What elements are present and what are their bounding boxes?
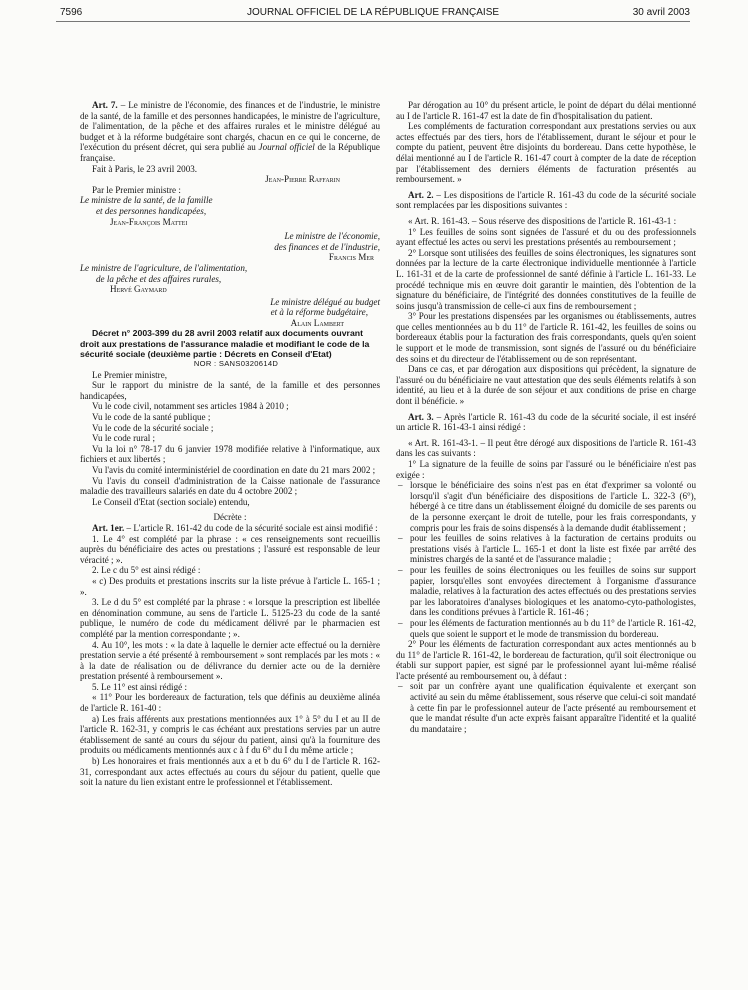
article-3 [396, 412, 696, 433]
para-vu-code-secu: Vu le code de la sécurité sociale ; [92, 422, 214, 433]
minister-budget-line2: et à la réforme budgétaire, [270, 307, 368, 318]
decrete-heading: Décrète : [213, 512, 247, 523]
list-item: – pour les éléments de facturation mentionnés au b du 11° de l'article R. 161-42, quels que soient le support et le mode de transmission du bordereau. [396, 618, 696, 639]
article-1-label: Art. 1er. [92, 522, 125, 533]
journal-officiel-ref: Journal officiel [258, 142, 315, 153]
article-3-text: – Après l'article R. 161-43 du code de la sécurité sociale, il est inséré un article R. 161-43-1 ainsi rédigé : [396, 411, 697, 433]
para-1-feuilles: 1° Les feuilles de soins sont signées de l'assuré et du ou des professionnels ayant effectué les actes ou servi les prestations présentés au remboursement ; [396, 226, 696, 248]
para-2: 2. Le c du 5° est ainsi rédigé : [92, 565, 201, 576]
article-2-label: Art. 2. [408, 189, 434, 200]
art-r161-43-1: « Art. R. 161-43-1. – Il peut être dérogé aux dispositions de l'article R. 161-43 dans les cas suivants : [396, 437, 696, 459]
minister-agriculture-line2: de la pêche et des affaires rurales, [96, 273, 222, 284]
list-item: – pour les feuilles de soins relatives à la facturation de certains produits ou prestations visés à l'article L. 165-1 et dont la liste est fixée par arrêté des ministres chargés de la santé et de l'assurance maladie ; [396, 533, 696, 565]
para-signature-non-exigee: 1° La signature de la feuille de soins par l'assuré ou le bénéficiaire n'est pas exigée : [396, 459, 696, 480]
issue-date: 30 avril 2003 [632, 7, 690, 18]
signature-sante: Jean-François Mattei [110, 216, 188, 227]
article-1-text: – L'article R. 161-42 du code de la sécurité sociale est ainsi modifié : [124, 522, 378, 533]
page-header [56, 7, 690, 22]
para-2-bordereau: 2° Pour les éléments de facturation correspondant aux actes mentionnés au b du 11° de l'article R. 161-42, le bordereau de facturation, qu'il soit électronique ou établi sur support papier, est signé par le professionnel ayant lui-même réalisé l'acte présenté au remboursement ou, à défaut : [396, 639, 696, 681]
para-b: b) Les honoraires et frais mentionnés aux a et b du 6° du I de l'article R. 162-31, correspondant aux actes effectués au cours du séjour du patient, quelle que soit la nature du lien existant entre le professionnel et l'établissement. [80, 756, 380, 788]
para-3: 3. Le d du 5° est complété par la phrase : « lorsque la prescription est libellée en dénomination commune, au sens de l'article L. 5125-23 du code de la santé publique, le numéro de code du médicament délivré par le pharmacien est complété par la mention correspondante ; ». [80, 597, 380, 639]
list-item: – lorsque le bénéficiaire des soins n'est pas en état d'exprimer sa volonté ou lorsqu'il s'agit d'un bénéficiaire des dispositions de l'article L. 322-3 (6°), hébergé à ce titre dans un établissement éloigné du domicile de ses parents ou de la personne exerçant le droit de tutelle, pour les frais correspondants, y compris pour les frais de soins dispensés à la demande dudit établissement ; [396, 480, 696, 533]
para-vu-code-rural: Vu le code rural ; [92, 433, 156, 444]
right-column [396, 100, 696, 734]
para-conseil-etat: Le Conseil d'Etat (section sociale) entendu, [92, 496, 250, 507]
para-1: 1. Le 4° est complété par la phrase : « ces renseignements sont recueillis auprès du bénéficiaire des actes ou prestations ; l'assuré est responsable de leur véracité ; ». [80, 533, 380, 565]
list-item: – soit par un confrère ayant une qualification équivalente et exerçant son activité au sein du même établissement, sous réserve que celui-ci soit mandaté à cette fin par le professionnel auteur de l'acte présenté au remboursement et que le mandat résulte d'un acte exprès faisant apparaître l'identité et la qualité du mandataire ; [396, 681, 696, 734]
para-dans-ce-cas: Dans ce cas, et par dérogation aux dispositions qui précèdent, la signature de l'assuré ou du bénéficiaire ne vaut attestation que des seuls éléments relatifs à son identité, au lieu et à la durée de son séjour et aux conditions de prise en charge dont il bénéficie. » [396, 364, 696, 407]
para-11: « 11° Pour les bordereaux de facturation, tels que définis au deuxième alinéa de l'article R. 161-40 : [80, 692, 380, 714]
para-derogation: Par dérogation au 10° du présent article, le point de départ du délai mentionné au I de l'article R. 161-47 est la date de fin d'hospitalisation du patient. [396, 100, 696, 121]
para-vu-loi: Vu la loi n° 78-17 du 6 janvier 1978 modifiée relative à l'informatique, aux fichiers et aux libertés ; [80, 443, 380, 465]
para-vu-avis-caisse: Vu l'avis du conseil d'administration de la Caisse nationale de l'assurance maladie des travailleurs salariés en date du 4 octobre 2002 ; [80, 475, 380, 497]
list-item: – pour les feuilles de soins électroniques ou les feuilles de soins sur support papier, lorsqu'elles sont envoyées directement à l'organisme d'assurance maladie, relatives à la facturation des actes effectués ou des prestations servies par les laboratoires d'analyses biologiques et les anatomo-cyto-pathologistes, dans les conditions prévues à l'article R. 161-46 ; [396, 565, 696, 618]
journal-title: JOURNAL OFFICIEL DE LA RÉPUBLIQUE FRANÇAISE [246, 7, 500, 18]
exemption-list [396, 480, 696, 639]
minister-sante-line2: et des personnes handicapées, [96, 205, 207, 216]
article-1 [80, 523, 380, 534]
para-vu-avis-comite: Vu l'avis du comité interministériel de coordination en date du 21 mars 2002 ; [92, 465, 376, 476]
page-number: 7596 [60, 7, 83, 18]
article-2 [396, 190, 696, 211]
minister-budget-line1: Le ministre délégué au budget [270, 296, 380, 307]
art-r161-43: « Art. R. 161-43. – Sous réserve des dispositions de l'article R. 161-43-1 : [408, 215, 677, 226]
para-a: a) Les frais afférents aux prestations mentionnées aux 1° à 5° du I et au II de l'article R. 162-31, y compris le cas échéant aux prestations servies par un autre établissement de santé au cours du séjour du patient, ainsi qu'à la fourniture des produits ou médicaments mentionnés aux c à f du 6° du I du même article ; [80, 713, 380, 756]
para-rapport: Sur le rapport du ministre de la santé, de la famille et des personnes handicapées, [80, 380, 380, 401]
article-2-text: – Les dispositions de l'article R. 161-43 du code de la sécurité sociale sont remplacées par les dispositions suivantes : [396, 189, 697, 211]
minister-economie-line2: des finances et de l'industrie, [274, 241, 380, 252]
para-vu-code-sante: Vu le code de la santé publique ; [92, 412, 211, 423]
para-complements: Les compléments de facturation correspondant aux prestations servies ou aux actes effectués par des tiers, hors de l'établissement, durant le séjour et pour le compte du patient, peuvent être disjoints du bordereau. Dans cette hypothèse, le délai mentionné au I de l'article R. 161-47 court à compter de la date de réception par l'établissement des derniers éléments de facturation présentés au remboursement. » [396, 121, 696, 185]
para-vu-code-civil: Vu le code civil, notamment ses articles 1984 à 2010 ; [92, 401, 289, 412]
signature-prime-minister: Jean-Pierre Raffarin [265, 174, 340, 185]
signature-economie: Francis Mer [328, 252, 374, 263]
decree-title: Décret n° 2003-399 du 28 avril 2003 relatif aux documents ouvrant droit aux prestations de l'assurance maladie et modifiant le code de la sécurité sociale (deuxième partie : Décrets en Conseil d'Etat) [80, 328, 370, 359]
article-7 [80, 100, 380, 164]
article-7-text: – Le ministre de l'économie, des finances et de l'industrie, le ministre de la santé, de la famille et des personnes handicapées, le ministre de l'agriculture, de l'alimentation, de la pêche et des affaires rurales et le ministre délégué au budget et à la réforme budgétaire sont chargés, chacun en ce qui le concerne, de l'exécution du présent décret, qui sera publié au [80, 100, 380, 153]
article-3-label: Art. 3. [408, 411, 434, 422]
par-premier-ministre: Par le Premier ministre : [92, 184, 181, 195]
left-column [80, 100, 380, 788]
para-3-etablissements: 3° Pour les prestations dispensées par les organismes ou établissements, autres que celles mentionnées au b du 11° de l'article R. 161-42, les feuilles de soins ou bordereaux établis pour la facturation des frais correspondants, quels qu'en soient le support et le mode de transmission, sont signés de l'assuré ou du bénéficiaire des soins et du directeur de l'établissement ou de son représentant. [396, 311, 696, 364]
signature-budget: Alain Lambert [290, 317, 344, 328]
mandate-list [396, 681, 696, 734]
article-7-end: de la République française. [80, 142, 380, 163]
minister-agriculture-line1: Le ministre de l'agriculture, de l'alimentation, [80, 262, 248, 273]
para-5: 5. Le 11° est ainsi rédigé : [92, 681, 187, 692]
para-4: 4. Au 10°, les mots : « la date à laquelle le dernier acte effectué ou la dernière prestation servie a été présenté à remboursement » sont remplacés par les mots : « à la date de réalisation ou de délivrance du dernier acte ou de la dernière prestation présenté à remboursement ». [80, 639, 380, 682]
signature-agriculture: Hervé Gaymard [110, 284, 167, 295]
place-date: Fait à Paris, le 23 avril 2003. [92, 163, 198, 174]
nor-reference: NOR : SANS0320614D [193, 359, 279, 369]
para-premier-ministre: Le Premier ministre, [92, 369, 168, 380]
para-2c: « c) Des produits et prestations inscrits sur la liste prévue à l'article L. 165-1 ; ». [80, 575, 380, 597]
minister-economie-line1: Le ministre de l'économie, [284, 231, 380, 242]
para-2-electroniques: 2° Lorsque sont utilisées des feuilles de soins électroniques, les signatures sont données par la lecture de la carte électronique individuelle mentionnée à l'article L. 161-31 et de la carte de professionnel de santé définie à l'article L. 161-33. Le procédé technique mis en œuvre doit garantir le maintien, dès l'obtention de la signature du bénéficiaire, de l'intégrité des données constitutives de la feuille de soins jusqu'à transmission de celle-ci aux fins de remboursement ; [396, 247, 696, 311]
article-7-label: Art. 7. [92, 100, 118, 110]
minister-sante-line1: Le ministre de la santé, de la famille [80, 195, 213, 206]
